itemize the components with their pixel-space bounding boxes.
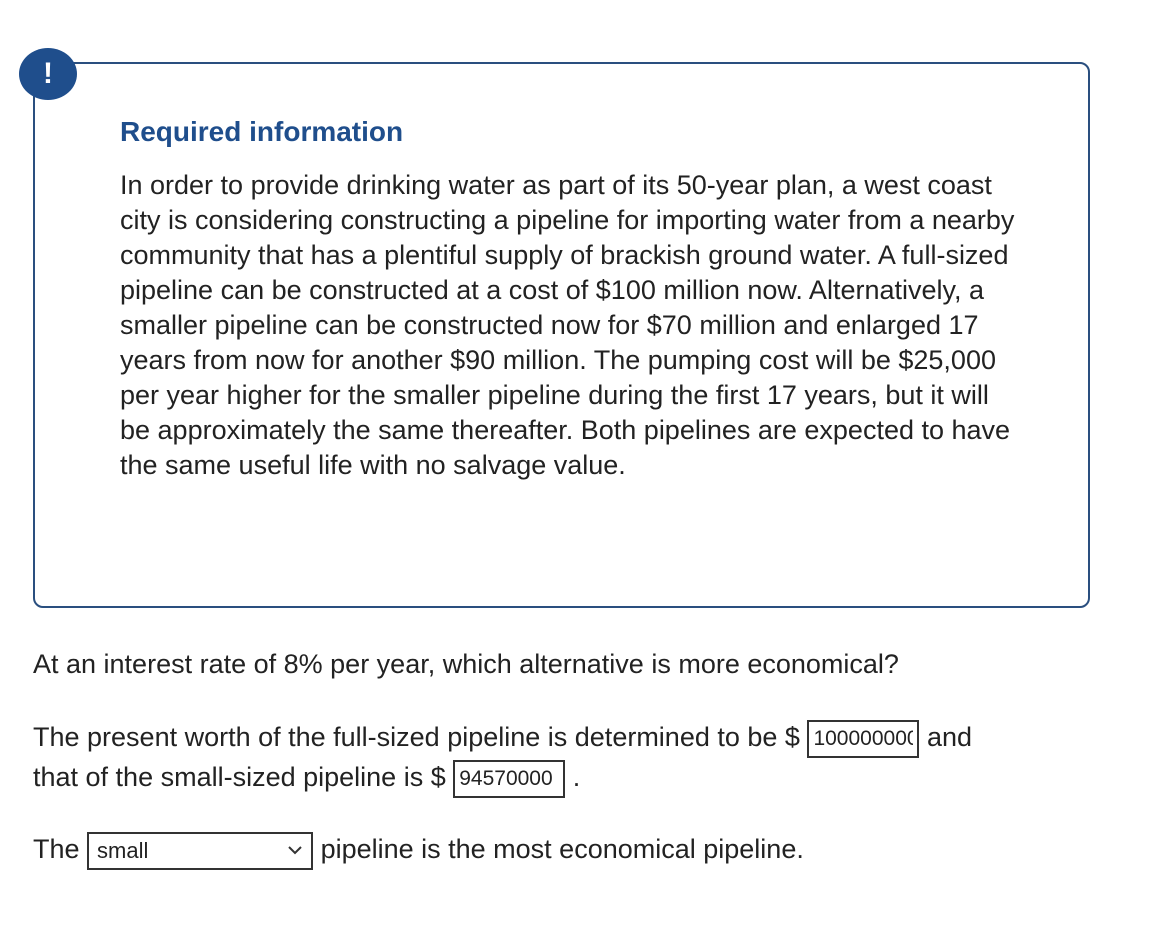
question-text: At an interest rate of 8% per year, which alternative is more economical?	[33, 649, 899, 679]
pw-text-3: that of the small-sized pipeline is $	[33, 761, 446, 792]
present-worth-statement	[33, 718, 1143, 798]
info-body: In order to provide drinking water as part of its 50-year plan, a west coast city is considering constructing a pipeline for importing water from a nearby community that has a plentiful supply of brackish ground water. A full-sized pipeline can be constructed at a cost of $100 million now. Alternatively, a smaller pipeline can be constructed now for $70 million and enlarged 17 years from now for another $90 million. The pumping cost will be $25,000 per year higher for the smaller pipeline during the first 17 years, but it will be approximately the same thereafter. Both pipelines are expected to have the same useful life with no salvage value.	[120, 170, 1015, 480]
full-pipeline-pw-input[interactable]	[807, 720, 919, 758]
small-pipeline-pw-input[interactable]	[453, 760, 565, 798]
chevron-down-icon	[287, 840, 303, 860]
pw-text-1: The present worth of the full-sized pipeline is determined to be $	[33, 722, 800, 752]
selection-suffix: pipeline is the most economical pipeline.	[320, 834, 804, 864]
pw-text-4: .	[572, 761, 581, 792]
selection-statement	[33, 830, 804, 870]
exclamation-icon: !	[19, 48, 77, 100]
selection-prefix: The	[33, 834, 80, 864]
dropdown-selected-value: small	[97, 837, 149, 863]
pipeline-dropdown[interactable]	[87, 832, 313, 870]
required-information-box	[33, 62, 1090, 608]
pw-text-2: and	[926, 722, 973, 752]
info-title: Required information	[120, 116, 404, 147]
